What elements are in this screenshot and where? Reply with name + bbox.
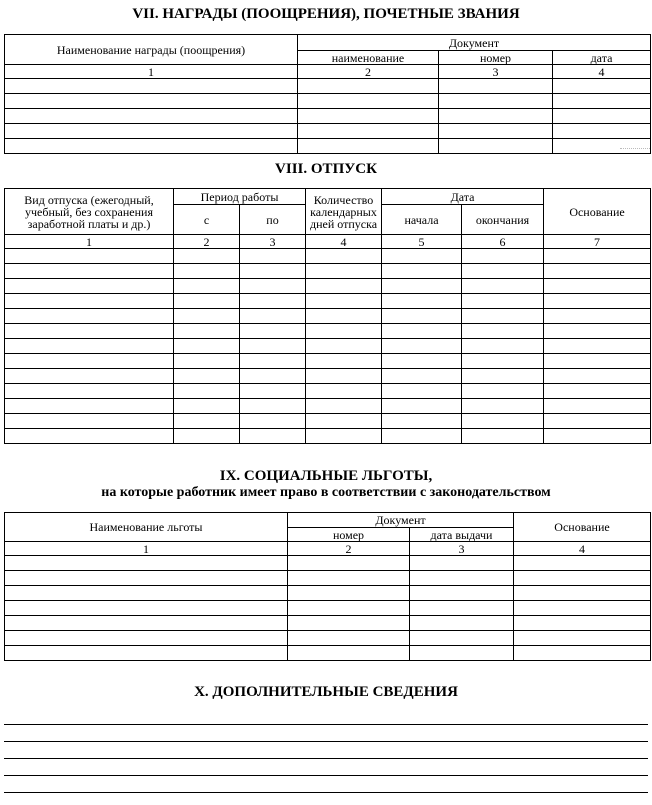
- table-cell[interactable]: [288, 616, 410, 631]
- table-row: [5, 324, 651, 339]
- table-cell[interactable]: [462, 414, 544, 429]
- table-cell[interactable]: [298, 109, 439, 124]
- table-row: [5, 339, 651, 354]
- table-cell[interactable]: [514, 601, 651, 616]
- header-vacation-type: Вид отпуска (ежегодный, учебный, без сохранения заработной платы и др.): [5, 189, 174, 235]
- table-cell[interactable]: [544, 294, 651, 309]
- table-cell[interactable]: [462, 339, 544, 354]
- table-cell[interactable]: [174, 339, 240, 354]
- column-number: 4: [553, 65, 651, 79]
- table-cell[interactable]: [288, 586, 410, 601]
- table-cell[interactable]: [553, 94, 651, 109]
- benefits-table: [4, 512, 651, 661]
- table-cell[interactable]: [410, 646, 514, 661]
- table-cell[interactable]: [5, 369, 174, 384]
- header-calendar-days: Количество календарных дней отпуска: [306, 189, 382, 235]
- column-number: 2: [288, 542, 410, 556]
- table-cell[interactable]: [174, 429, 240, 444]
- table-cell[interactable]: [306, 339, 382, 354]
- table-cell[interactable]: [240, 249, 306, 264]
- table-cell[interactable]: [514, 556, 651, 571]
- table-cell[interactable]: [288, 631, 410, 646]
- column-number: 6: [462, 235, 544, 249]
- vacation-table: [4, 188, 651, 444]
- column-number: 1: [5, 542, 288, 556]
- table-cell[interactable]: [5, 109, 298, 124]
- table-cell[interactable]: [382, 369, 462, 384]
- table-cell[interactable]: [462, 264, 544, 279]
- header-document-number: номер: [288, 528, 410, 542]
- column-numbers-row: [5, 65, 651, 79]
- table-cell[interactable]: [544, 399, 651, 414]
- table-cell[interactable]: [240, 414, 306, 429]
- table-cell[interactable]: [240, 264, 306, 279]
- table-cell[interactable]: [306, 369, 382, 384]
- table-cell[interactable]: [5, 354, 174, 369]
- section-9-title: IX. СОЦИАЛЬНЫЕ ЛЬГОТЫ,: [219, 468, 433, 484]
- table-row: [5, 79, 651, 94]
- table-cell[interactable]: [174, 384, 240, 399]
- table-cell[interactable]: [240, 294, 306, 309]
- table-cell[interactable]: [240, 369, 306, 384]
- table-cell[interactable]: [544, 429, 651, 444]
- table-cell[interactable]: [5, 339, 174, 354]
- table-cell[interactable]: [174, 324, 240, 339]
- column-number: 2: [298, 65, 439, 79]
- table-cell[interactable]: [462, 369, 544, 384]
- table-cell[interactable]: [544, 339, 651, 354]
- header-document: Документ: [288, 513, 514, 528]
- column-number: 2: [174, 235, 240, 249]
- table-cell[interactable]: [5, 279, 174, 294]
- header-period-from: с: [174, 205, 240, 235]
- column-number: 4: [514, 542, 651, 556]
- column-number: 1: [5, 65, 298, 79]
- table-cell[interactable]: [462, 354, 544, 369]
- table-row: [5, 94, 651, 109]
- table-cell[interactable]: [514, 646, 651, 661]
- table-cell[interactable]: [544, 414, 651, 429]
- table-row: [5, 294, 651, 309]
- header-document-name: наименование: [298, 51, 439, 65]
- table-cell[interactable]: [5, 616, 288, 631]
- table-cell[interactable]: [439, 124, 553, 139]
- table-cell[interactable]: [306, 279, 382, 294]
- table-cell[interactable]: [306, 384, 382, 399]
- table-cell[interactable]: [544, 309, 651, 324]
- table-row: [5, 616, 651, 631]
- table-cell[interactable]: [544, 249, 651, 264]
- table-cell[interactable]: [5, 294, 174, 309]
- table-row: [5, 264, 651, 279]
- table-cell[interactable]: [410, 586, 514, 601]
- table-cell[interactable]: [544, 354, 651, 369]
- table-cell[interactable]: [410, 631, 514, 646]
- column-number: 5: [382, 235, 462, 249]
- table-cell[interactable]: [514, 616, 651, 631]
- column-number: 1: [5, 235, 174, 249]
- table-cell[interactable]: [553, 124, 651, 139]
- table-cell[interactable]: [174, 279, 240, 294]
- table-cell[interactable]: [306, 429, 382, 444]
- header-award-name: Наименование награды (поощрения): [5, 35, 298, 65]
- writing-line[interactable]: [4, 724, 648, 725]
- table-cell[interactable]: [306, 249, 382, 264]
- table-cell[interactable]: [462, 279, 544, 294]
- writing-line[interactable]: [4, 741, 648, 742]
- table-row: [5, 601, 651, 616]
- table-cell[interactable]: [288, 646, 410, 661]
- table-cell[interactable]: [306, 354, 382, 369]
- table-cell[interactable]: [5, 631, 288, 646]
- table-cell[interactable]: [240, 354, 306, 369]
- table-cell[interactable]: [306, 309, 382, 324]
- header-document-number: номер: [439, 51, 553, 65]
- table-cell[interactable]: [5, 94, 298, 109]
- header-date-start: начала: [382, 205, 462, 235]
- section-10-title: X. ДОПОЛНИТЕЛЬНЫЕ СВЕДЕНИЯ: [194, 684, 458, 700]
- table-cell[interactable]: [240, 399, 306, 414]
- table-cell[interactable]: [5, 384, 174, 399]
- table-cell[interactable]: [382, 309, 462, 324]
- page-edge-mark: [620, 148, 650, 149]
- table-cell[interactable]: [382, 324, 462, 339]
- table-cell[interactable]: [5, 309, 174, 324]
- writing-line[interactable]: [4, 775, 648, 776]
- table-cell[interactable]: [544, 324, 651, 339]
- table-cell[interactable]: [240, 339, 306, 354]
- table-cell[interactable]: [439, 94, 553, 109]
- table-cell[interactable]: [5, 139, 298, 154]
- column-number: 7: [544, 235, 651, 249]
- table-cell[interactable]: [306, 414, 382, 429]
- table-cell[interactable]: [5, 324, 174, 339]
- table-cell[interactable]: [306, 399, 382, 414]
- section-9-subtitle: на которые работник имеет право в соответствии с законодательством: [101, 485, 551, 500]
- table-cell[interactable]: [382, 294, 462, 309]
- table-cell[interactable]: [410, 556, 514, 571]
- table-cell[interactable]: [553, 79, 651, 94]
- table-cell[interactable]: [5, 601, 288, 616]
- table-cell[interactable]: [439, 109, 553, 124]
- writing-line[interactable]: [4, 792, 648, 793]
- table-cell[interactable]: [5, 414, 174, 429]
- table-row: [5, 109, 651, 124]
- table-cell[interactable]: [5, 571, 288, 586]
- table-cell[interactable]: [439, 79, 553, 94]
- header-date-end: окончания: [462, 205, 544, 235]
- column-number: 3: [439, 65, 553, 79]
- table-row: [5, 384, 651, 399]
- table-row: [5, 631, 651, 646]
- table-cell[interactable]: [288, 571, 410, 586]
- table-cell[interactable]: [382, 429, 462, 444]
- table-cell[interactable]: [462, 384, 544, 399]
- table-cell[interactable]: [544, 369, 651, 384]
- table-row: [5, 279, 651, 294]
- table-row: [5, 571, 651, 586]
- table-cell[interactable]: [174, 309, 240, 324]
- section-8-title: VIII. ОТПУСК: [275, 161, 377, 177]
- section-7-title: VII. НАГРАДЫ (ПООЩРЕНИЯ), ПОЧЕТНЫЕ ЗВАНИЯ: [132, 6, 520, 22]
- table-cell[interactable]: [174, 264, 240, 279]
- table-cell[interactable]: [306, 264, 382, 279]
- table-cell[interactable]: [544, 384, 651, 399]
- table-cell[interactable]: [174, 414, 240, 429]
- table-row: [5, 124, 651, 139]
- table-cell[interactable]: [462, 309, 544, 324]
- table-row: [5, 586, 651, 601]
- table-cell[interactable]: [306, 294, 382, 309]
- table-cell[interactable]: [553, 109, 651, 124]
- table-cell[interactable]: [240, 279, 306, 294]
- table-cell[interactable]: [298, 139, 439, 154]
- table-cell[interactable]: [382, 279, 462, 294]
- table-row: [5, 309, 651, 324]
- table-cell[interactable]: [288, 601, 410, 616]
- table-cell[interactable]: [298, 94, 439, 109]
- table-cell[interactable]: [240, 384, 306, 399]
- table-cell[interactable]: [382, 249, 462, 264]
- table-cell[interactable]: [5, 264, 174, 279]
- table-cell[interactable]: [174, 354, 240, 369]
- table-cell[interactable]: [174, 369, 240, 384]
- table-cell[interactable]: [410, 571, 514, 586]
- column-numbers-row: [5, 542, 651, 556]
- header-period-to: по: [240, 205, 306, 235]
- table-cell[interactable]: [382, 354, 462, 369]
- table-cell[interactable]: [174, 399, 240, 414]
- table-cell[interactable]: [5, 399, 174, 414]
- column-number: 4: [306, 235, 382, 249]
- table-cell[interactable]: [553, 139, 651, 154]
- table-cell[interactable]: [240, 309, 306, 324]
- table-cell[interactable]: [462, 249, 544, 264]
- header-issue-date: дата выдачи: [410, 528, 514, 542]
- table-cell[interactable]: [382, 339, 462, 354]
- table-cell[interactable]: [5, 249, 174, 264]
- table-cell[interactable]: [462, 429, 544, 444]
- table-cell[interactable]: [298, 124, 439, 139]
- table-cell[interactable]: [5, 124, 298, 139]
- table-cell[interactable]: [514, 586, 651, 601]
- table-cell[interactable]: [174, 294, 240, 309]
- table-row: [5, 139, 651, 154]
- table-cell[interactable]: [5, 79, 298, 94]
- table-cell[interactable]: [410, 616, 514, 631]
- table-cell[interactable]: [174, 249, 240, 264]
- table-cell[interactable]: [462, 294, 544, 309]
- header-document-date: дата: [553, 51, 651, 65]
- table-cell[interactable]: [439, 139, 553, 154]
- table-cell[interactable]: [288, 556, 410, 571]
- table-cell[interactable]: [382, 264, 462, 279]
- writing-line[interactable]: [4, 758, 648, 759]
- table-cell[interactable]: [410, 601, 514, 616]
- table-cell[interactable]: [382, 414, 462, 429]
- header-basis: Основание: [514, 513, 651, 542]
- table-cell[interactable]: [382, 399, 462, 414]
- table-cell[interactable]: [306, 324, 382, 339]
- table-row: [5, 249, 651, 264]
- column-number: 3: [410, 542, 514, 556]
- table-row: [5, 429, 651, 444]
- table-cell[interactable]: [5, 429, 174, 444]
- table-cell[interactable]: [240, 429, 306, 444]
- table-cell[interactable]: [462, 399, 544, 414]
- table-row: [5, 399, 651, 414]
- table-row: [5, 369, 651, 384]
- table-cell[interactable]: [298, 79, 439, 94]
- header-work-period: Период работы: [174, 189, 306, 205]
- header-benefit-name: Наименование льготы: [5, 513, 288, 542]
- table-cell[interactable]: [5, 556, 288, 571]
- table-row: [5, 414, 651, 429]
- table-row: [5, 354, 651, 369]
- table-row: [5, 646, 651, 661]
- table-cell[interactable]: [5, 586, 288, 601]
- table-cell[interactable]: [544, 279, 651, 294]
- table-row: [5, 556, 651, 571]
- table-cell[interactable]: [5, 646, 288, 661]
- column-number: 3: [240, 235, 306, 249]
- column-numbers-row: [5, 235, 651, 249]
- header-document: Документ: [298, 35, 651, 51]
- table-cell[interactable]: [382, 384, 462, 399]
- table-cell[interactable]: [544, 264, 651, 279]
- awards-table: [4, 34, 651, 154]
- table-cell[interactable]: [240, 324, 306, 339]
- table-cell[interactable]: [462, 324, 544, 339]
- table-cell[interactable]: [514, 631, 651, 646]
- header-basis: Основание: [544, 189, 651, 235]
- table-cell[interactable]: [514, 571, 651, 586]
- header-date: Дата: [382, 189, 544, 205]
